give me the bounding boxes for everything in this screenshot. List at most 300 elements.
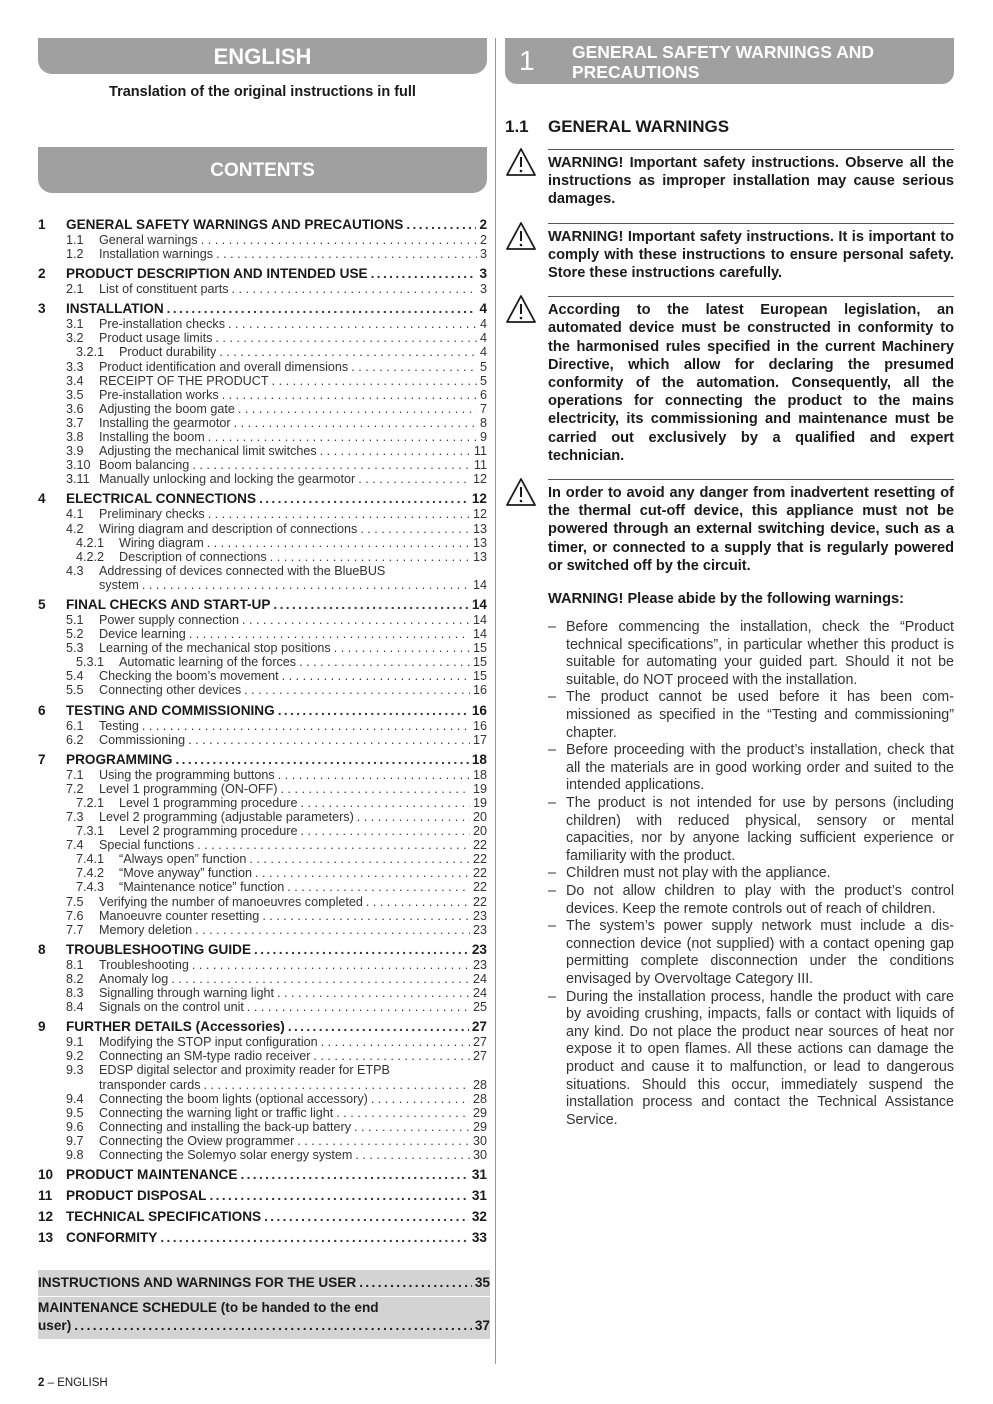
toc-entry-number: 7.4.3 (76, 880, 105, 895)
toc-user-instructions[interactable] (38, 1270, 490, 1296)
toc-entry[interactable] (38, 536, 487, 550)
toc-entry-title: RECEIPT OF THE PRODUCT (99, 373, 269, 388)
toc-entry-number: 1.1 (66, 233, 84, 247)
toc-entry-page: 30 (472, 1133, 487, 1148)
toc-entry-page: 17 (472, 732, 487, 747)
toc-entry-title: Installing the gearmotor (99, 415, 231, 430)
toc-entry-number: 7.4.2 (76, 866, 105, 881)
toc-entry-page: 2 (479, 217, 487, 232)
toc-entry[interactable] (38, 266, 487, 282)
toc-entry[interactable] (38, 627, 487, 641)
toc-entry-number: 5.3 (66, 641, 84, 656)
toc-entry-page: 27 (472, 1049, 487, 1064)
toc-entry-page: 7 (479, 401, 487, 416)
toc-entry-number: 5.4 (66, 669, 84, 684)
toc-entry[interactable] (38, 233, 487, 247)
toc-entry[interactable] (38, 923, 487, 937)
toc-entry[interactable] (38, 1063, 487, 1077)
toc-entry-number: 3.9 (66, 444, 84, 459)
toc-entry-number: 10 (38, 1167, 54, 1183)
toc-entry[interactable] (38, 824, 487, 838)
toc-entry-page: 14 (472, 627, 487, 642)
footer-separator: – (44, 1377, 58, 1389)
toc-entry-number: 12 (38, 1209, 54, 1225)
subsection-title: GENERAL WARNINGS (548, 117, 730, 136)
toc-entry-page: 19 (472, 795, 487, 810)
leader-dots (280, 782, 470, 796)
toc-entry-title: Addressing of devices connected with the BlueBUS (99, 563, 386, 578)
list-item: – During the installation process, handle the product with care by avoiding crushing, impacts, falls or contact with liquids of any kind. Do not place the product near sources of heat nor expose it to open flames. All these actions can damage the product and cause it to malfunction, or lead to dangerous situations. Should this occur, immediately suspend the installation process and contact the Technical Assistance Service. (548, 989, 954, 1130)
toc-entry[interactable] (38, 507, 487, 521)
toc-entry-number: 9.3 (66, 1063, 84, 1078)
leader-dots (360, 522, 470, 536)
toc-entry-page: 31 (471, 1167, 487, 1183)
toc-entry-title: Wiring diagram and description of connections (99, 521, 358, 536)
toc-entry-title: Commissioning (99, 732, 186, 747)
toc-entry[interactable] (38, 458, 487, 472)
leader-dots (192, 958, 470, 972)
toc-entry[interactable] (38, 733, 487, 747)
toc-entry[interactable] (38, 613, 487, 627)
toc-entry[interactable] (38, 1134, 487, 1148)
toc-entry-title: Learning of the mechanical stop positions (99, 641, 331, 656)
toc-entry-page: 11 (473, 444, 487, 459)
toc-entry-page: 12 (472, 507, 487, 522)
toc-entry-title: CONFORMITY (66, 1230, 158, 1246)
section-header (505, 38, 954, 84)
toc-entry[interactable] (38, 217, 487, 233)
toc-entry-title: “Always open” function (119, 852, 247, 867)
warning-text: According to the latest European legislation, an automated device must be constructed in conformity to the harmonised rules specified in the current Machinery Directive, which allow for declaring the presumed conformity of the automation. Consequently, all the operations for connecting the product to the mains electricity, its commissioning and maintenance must be carried out exclusively by a qualified and expert technician. (548, 296, 954, 465)
toc-entry-title: TECHNICAL SPECIFICATIONS (66, 1209, 262, 1225)
leader-dots (301, 824, 470, 838)
footer-language: ENGLISH (57, 1377, 108, 1389)
toc-entry-number: 8.4 (66, 1000, 84, 1015)
toc-entry-page: 14 (471, 596, 487, 612)
toc-entry-number: 7.4 (66, 838, 84, 853)
toc-entry-number: 3.2.1 (76, 345, 105, 360)
toc-entry[interactable] (38, 1148, 487, 1162)
toc-entry-page: 22 (472, 852, 487, 867)
toc-entry-number: 4.2.1 (76, 535, 105, 550)
toc-entry-number: 9.7 (66, 1133, 84, 1148)
warnings-bullets (548, 619, 954, 1129)
toc-entry-title: Connecting the Solemyo solar energy system (99, 1147, 353, 1162)
toc-entry-page: 18 (471, 751, 487, 767)
toc-entry-page: 11 (473, 458, 487, 473)
translation-subtitle: Translation of the original instructions in full (109, 84, 416, 100)
leader-dots (192, 458, 471, 472)
toc-entry[interactable] (38, 522, 487, 536)
leader-dots (189, 627, 470, 641)
leader-dots (371, 1092, 470, 1106)
toc-entry[interactable] (38, 1049, 487, 1063)
footer-page-number: 2 (38, 1377, 45, 1389)
warning-block (505, 223, 954, 283)
leader-dots (264, 1209, 469, 1225)
toc-entry[interactable] (38, 374, 487, 388)
toc-entry-number: 9 (38, 1019, 46, 1035)
toc-entry-title: PROGRAMMING (66, 751, 173, 767)
toc-entry-page: 15 (472, 641, 487, 656)
toc-entry-page: 33 (471, 1230, 487, 1246)
toc-entry[interactable] (38, 752, 487, 768)
toc-entry-page: 16 (472, 683, 487, 698)
toc-entry-page: 22 (472, 866, 487, 881)
subsection-heading (505, 117, 954, 137)
toc-entry-page: 23 (472, 908, 487, 923)
toc-entry-number: 3.5 (66, 387, 84, 402)
toc-entry[interactable] (38, 1106, 487, 1120)
warnings-list (505, 149, 954, 575)
toc-entry-title: “Maintenance notice” function (119, 880, 285, 895)
leader-dots (287, 880, 470, 894)
toc-maintenance-schedule[interactable] (38, 1297, 490, 1339)
toc-entry-title: Connecting the boom lights (optional accessory) (99, 1091, 368, 1106)
toc-entry[interactable] (38, 550, 487, 564)
warning-block (505, 149, 954, 209)
toc-entry-title: Checking the boom’s movement (99, 669, 279, 684)
toc-entry-title: List of constituent parts (99, 282, 229, 297)
toc-entry-number: 5.2 (66, 627, 84, 642)
leader-dots (278, 768, 470, 782)
leader-dots (240, 1167, 468, 1183)
toc-entry-title: Boom balancing (99, 458, 190, 473)
warning-triangle-icon (505, 221, 537, 251)
toc-entry[interactable] (38, 1188, 487, 1204)
list-item: – The system’s power supply network must include a disconnection device (not supplied) with a contact opening gap permitting complete disconnection under the conditions envisaged by Overvoltage Category III. (548, 918, 954, 988)
toc-entry[interactable] (38, 866, 487, 880)
toc-entry[interactable] (38, 1167, 487, 1183)
toc-entry-number: 7.3 (66, 810, 84, 824)
toc-entry-page: 3 (479, 282, 487, 297)
toc-entry-page: 28 (472, 1091, 487, 1106)
leader-dots (357, 810, 470, 824)
leader-dots (288, 1019, 469, 1035)
toc-entry-number: 3.1 (66, 317, 84, 332)
toc-entry-number: 4.2.2 (76, 549, 105, 564)
toc-entry[interactable] (38, 986, 487, 1000)
toc-entry-title: Pre-installation works (99, 387, 219, 402)
toc-entry-title: Level 2 programming procedure (119, 824, 298, 839)
toc-entry-page: 20 (472, 824, 487, 839)
toc-entry-number: 9.1 (66, 1035, 84, 1050)
toc-entry-number: 3.10 (66, 458, 91, 473)
toc-entry-number: 9.6 (66, 1119, 84, 1134)
leader-dots (334, 641, 470, 655)
toc-entry-title: Troubleshooting (99, 957, 189, 972)
leader-dots (262, 909, 470, 923)
toc-entry[interactable] (38, 430, 487, 444)
toc-entry[interactable] (38, 331, 487, 345)
toc-entry-number: 4.2 (66, 521, 84, 536)
leader-dots (232, 282, 477, 296)
toc-entry[interactable] (38, 852, 487, 866)
toc-entry-page: 4 (479, 331, 487, 346)
toc-entry[interactable] (38, 703, 487, 719)
toc-entry[interactable] (38, 768, 487, 782)
toc-entry-number: 8.1 (66, 957, 84, 972)
toc-entry-number: 3.7 (66, 415, 84, 430)
leader-dots (244, 683, 470, 697)
toc-user-instructions-text: INSTRUCTIONS AND WARNINGS FOR THE USER (38, 1275, 357, 1290)
warning-block (505, 479, 954, 575)
toc-entry-page: 9 (479, 430, 487, 445)
toc-entry[interactable] (38, 655, 487, 669)
toc-entry-page: 13 (472, 549, 487, 564)
toc-maintenance-line2: user) (38, 1318, 72, 1333)
toc-entry-number: 2.1 (66, 282, 84, 297)
leader-dots (299, 655, 470, 669)
leader-dots (175, 752, 468, 768)
toc-entry-page: 14 (472, 577, 487, 592)
toc-entry-number: 8 (38, 941, 46, 957)
toc-entry[interactable] (38, 641, 487, 655)
leader-dots (358, 472, 470, 486)
toc-entry-page: 4 (479, 345, 487, 360)
warning-triangle-icon (505, 294, 537, 324)
toc-entry[interactable] (38, 345, 487, 359)
toc-entry[interactable] (38, 247, 487, 261)
toc-entry[interactable] (38, 388, 487, 402)
toc-entry-number: 4 (38, 491, 46, 507)
toc-entry-title: Testing (99, 718, 139, 733)
toc-entry-number: 2 (38, 266, 46, 282)
toc-entry-number: 6.2 (66, 732, 84, 747)
toc-entry-number: 7.2.1 (76, 795, 105, 810)
leader-dots (216, 247, 477, 261)
leader-dots (222, 388, 477, 402)
toc-entry-page: 23 (472, 922, 487, 937)
toc-entry[interactable] (38, 301, 487, 317)
leader-dots (249, 852, 470, 866)
toc-entry-number: 9.2 (66, 1049, 84, 1064)
toc-entry-title: “Move anyway” function (119, 866, 252, 881)
toc-entry[interactable] (38, 1092, 487, 1106)
toc-entry-number: 11 (38, 1188, 53, 1204)
toc-entry[interactable] (38, 972, 487, 986)
leader-dots (371, 266, 477, 282)
toc-entry-title: Connecting an SM-type radio receiver (99, 1049, 311, 1064)
toc-entry-title: Connecting the Oview programmer (99, 1133, 295, 1148)
toc-entry[interactable] (38, 719, 487, 733)
leader-dots (74, 1317, 472, 1335)
toc-entry-number: 7.6 (66, 908, 84, 923)
leader-dots (301, 796, 470, 810)
leader-dots (167, 301, 477, 317)
toc-entry[interactable] (38, 683, 487, 697)
leader-dots (354, 1120, 470, 1134)
right-column (505, 38, 954, 1129)
toc-entry-number: 3.8 (66, 430, 84, 445)
toc-entry[interactable] (38, 1209, 487, 1225)
toc-entry-title: Adjusting the boom gate (99, 401, 235, 416)
toc-entry-page: 2 (479, 233, 487, 247)
toc-entry-title: Manoeuvre counter resetting (99, 908, 260, 923)
leader-dots (242, 613, 470, 627)
list-item: – Children must not play with the appliance. (548, 865, 954, 883)
toc-entry-title: Installation warnings (99, 247, 214, 262)
toc-entry-page: 15 (472, 669, 487, 684)
leader-dots (215, 331, 477, 345)
toc-entry-page: 12 (472, 472, 487, 487)
toc-entry-title: Special functions (99, 838, 195, 853)
toc-entry-title: EDSP digital selector and proximity reader for ETPB (99, 1063, 390, 1078)
toc-user-instructions-page: 35 (474, 1275, 490, 1290)
toc-entry-page: 22 (472, 880, 487, 895)
toc-entry-page: 13 (472, 535, 487, 550)
toc-entry[interactable] (38, 444, 487, 458)
toc-entry-title: Level 1 programming (ON-OFF) (99, 781, 278, 796)
warning-triangle-icon (505, 477, 537, 507)
toc-entry[interactable] (38, 402, 487, 416)
toc-entry-page: 4 (479, 317, 487, 332)
toc-entry-title: Level 1 programming procedure (119, 795, 298, 810)
toc-entry[interactable] (38, 838, 487, 852)
toc-entry-title: GENERAL SAFETY WARNINGS AND PRECAUTIONS (66, 217, 404, 232)
toc-maintenance-page: 37 (474, 1318, 490, 1333)
toc-entry-title: Preliminary checks (99, 507, 205, 522)
leader-dots (209, 1188, 468, 1204)
toc-entry-page: 31 (471, 1188, 487, 1204)
toc-entry[interactable] (38, 578, 487, 592)
leader-dots (208, 430, 477, 444)
toc-entry[interactable] (38, 796, 487, 810)
toc-entry-number: 7.7 (66, 922, 84, 937)
toc-entry-number: 5.3.1 (76, 655, 105, 670)
list-item: – The product is not intended for use by persons (including children) with reduced physical, sensory or mental capacities, nor by anyone lacking sufficient experience or familiarity with the product. (548, 795, 954, 865)
toc-entry-title: Product identification and overall dimensions (99, 359, 349, 374)
toc-entry[interactable] (38, 491, 487, 507)
toc-entry[interactable] (38, 1078, 487, 1092)
toc-entry[interactable] (38, 895, 487, 909)
toc-entry-title: Connecting the warning light or traffic light (99, 1105, 334, 1120)
leader-dots (277, 986, 470, 1000)
toc-entry-number: 7 (38, 751, 46, 767)
leader-dots (259, 491, 469, 507)
toc-entry-title: Product usage limits (99, 331, 213, 346)
toc-entry-page: 20 (472, 810, 487, 824)
toc-entry[interactable] (38, 880, 487, 894)
toc-entry-number: 5.5 (66, 683, 84, 698)
toc-entry-number: 6 (38, 702, 46, 718)
toc-entry[interactable] (38, 782, 487, 796)
toc-entry-title: Adjusting the mechanical limit switches (99, 444, 317, 459)
toc-entry-number: 1.2 (66, 247, 84, 262)
toc-entry[interactable] (38, 958, 487, 972)
section-number: 1 (519, 45, 535, 76)
toc-entry-title: PRODUCT MAINTENANCE (66, 1167, 238, 1183)
toc-entry-page: 28 (472, 1077, 487, 1092)
leader-dots (254, 942, 469, 958)
toc-entry-title: FURTHER DETAILS (Accessories) (66, 1019, 285, 1035)
toc-entry-title: Using the programming buttons (99, 767, 275, 782)
toc-entry-title: Description of connections (119, 549, 267, 564)
toc-entry[interactable] (38, 1000, 487, 1014)
table-of-contents (38, 217, 487, 1246)
toc-entry[interactable] (38, 282, 487, 296)
toc-entry-page: 16 (472, 718, 487, 733)
toc-entry-title: Signalling through warning light (99, 986, 275, 1001)
section-title-line2: PRECAUTIONS (572, 62, 700, 82)
toc-entry[interactable] (38, 1230, 487, 1246)
leader-dots (171, 972, 470, 986)
toc-entry-number: 3 (38, 301, 46, 317)
leader-dots (142, 719, 470, 733)
toc-entry-number: 9.5 (66, 1105, 84, 1120)
leader-dots (160, 1230, 469, 1246)
warning-triangle-icon (505, 147, 537, 177)
toc-entry-number: 3.2 (66, 331, 84, 346)
warning-text: WARNING! Important safety instructions. Observe all the instructions as improper installation may cause serious damages. (548, 149, 954, 209)
toc-entry-number: 8.2 (66, 971, 84, 986)
toc-entry[interactable] (38, 317, 487, 331)
toc-entry[interactable] (38, 1019, 487, 1035)
toc-entry-number: 3.11 (66, 472, 90, 487)
leader-dots (142, 578, 470, 592)
toc-entry-number: 7.5 (66, 894, 84, 909)
toc-entry[interactable] (38, 1035, 487, 1049)
toc-entry-number: 3.3 (66, 359, 84, 374)
toc-entry[interactable] (38, 909, 487, 923)
toc-entry[interactable] (38, 1120, 487, 1134)
toc-entry-page: 15 (472, 655, 487, 670)
toc-entry[interactable] (38, 597, 487, 613)
toc-entry[interactable] (38, 942, 487, 958)
toc-entry-page: 14 (472, 612, 487, 627)
toc-entry[interactable] (38, 472, 487, 486)
toc-entry-page: 19 (472, 781, 487, 796)
toc-entry-title: Verifying the number of manoeuvres completed (99, 894, 363, 909)
toc-entry-page: 22 (472, 894, 487, 909)
toc-entry-number: 4.3 (66, 563, 84, 578)
leader-dots (188, 733, 470, 747)
toc-entry-title: Connecting other devices (99, 683, 242, 698)
toc-entry-page: 30 (472, 1147, 487, 1162)
toc-entry-title: Product durability (119, 345, 217, 360)
toc-entry-page: 5 (479, 359, 487, 374)
toc-entry-page: 29 (472, 1119, 487, 1134)
toc-entry[interactable] (38, 360, 487, 374)
leader-dots (336, 1106, 470, 1120)
leader-dots (272, 374, 477, 388)
toc-entry[interactable] (38, 416, 487, 430)
toc-entry[interactable] (38, 669, 487, 683)
leader-dots (297, 1134, 470, 1148)
leader-dots (278, 703, 469, 719)
toc-entry-page: 23 (472, 957, 487, 972)
warning-block (505, 296, 954, 465)
toc-entry[interactable] (38, 810, 487, 824)
leader-dots (321, 1035, 470, 1049)
warning-text: WARNING! Important safety instructions. It is important to comply with these instructions to ensure personal safety. Store these instructions carefully. (548, 223, 954, 283)
toc-entry-title: Signals on the control unit (99, 1000, 244, 1015)
leader-dots (406, 217, 476, 233)
toc-entry-title: Modifying the STOP input configuration (99, 1035, 318, 1050)
leader-dots (270, 550, 470, 564)
toc-entry-number: 8.3 (66, 986, 84, 1001)
leader-dots (207, 536, 470, 550)
toc-entry-number: 5 (38, 596, 46, 612)
toc-entry-title: INSTALLATION (66, 301, 164, 317)
toc-entry-title: Level 2 programming (adjustable parameters) (99, 810, 354, 824)
leader-dots (247, 1000, 470, 1014)
left-column (38, 38, 490, 1333)
toc-entry-page: 29 (472, 1105, 487, 1120)
toc-entry[interactable] (38, 564, 487, 578)
list-item: – The product cannot be used before it has been commissioned as specified in the “Testing and commissioning” chapter. (548, 689, 954, 742)
leader-dots (195, 923, 470, 937)
